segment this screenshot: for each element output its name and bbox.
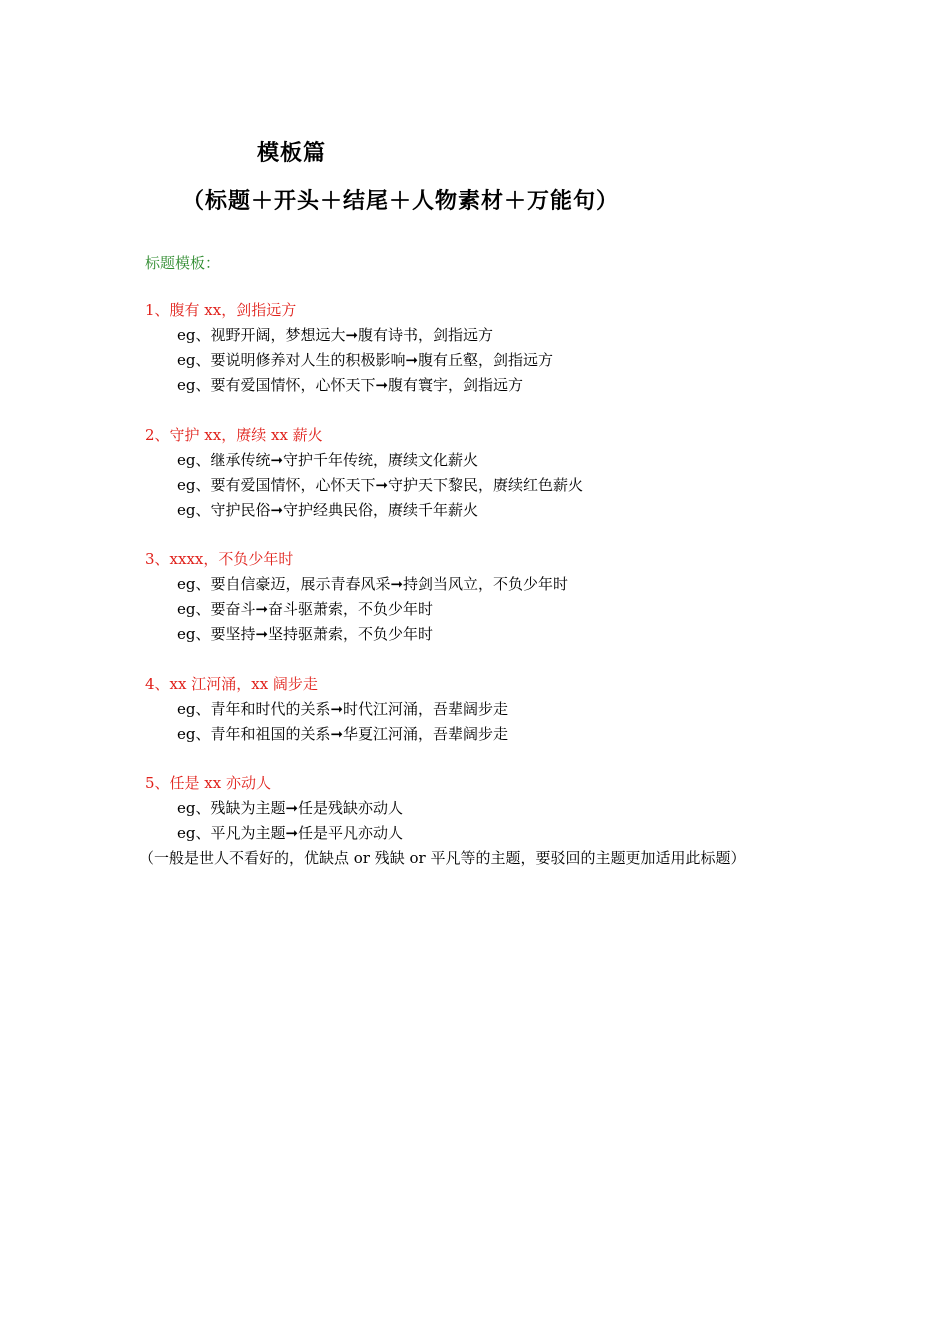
example-line: eg、要奋斗➞奋斗驱萧索，不负少年时 — [177, 600, 434, 618]
example-line: eg、青年和祖国的关系➞华夏江河涌，吾辈阔步走 — [177, 725, 509, 743]
example-line: eg、守护民俗➞守护经典民俗，赓续千年薪火 — [177, 501, 479, 519]
example-line: eg、残缺为主题➞任是残缺亦动人 — [177, 799, 404, 817]
page-title: 模板篇 — [257, 140, 327, 166]
example-line: eg、视野开阔，梦想远大➞腹有诗书，剑指远方 — [177, 326, 494, 344]
template-group-1 — [145, 298, 825, 398]
page-subtitle: （标题＋开头＋结尾＋人物素材＋万能句） — [182, 188, 620, 214]
template-group-3 — [145, 547, 825, 647]
template-heading: 2、守护 xx，赓续 xx 薪火 — [145, 426, 323, 444]
example-line: eg、要坚持➞坚持驱萧索，不负少年时 — [177, 625, 434, 643]
template-group-2 — [145, 423, 825, 523]
section-label-title-templates: 标题模板： — [145, 254, 221, 272]
example-line: eg、青年和时代的关系➞时代江河涌，吾辈阔步走 — [177, 700, 509, 718]
template-heading: 4、xx 江河涌，xx 阔步走 — [145, 675, 318, 693]
template-heading: 5、任是 xx 亦动人 — [145, 774, 271, 792]
usage-note: （一般是世人不看好的，优缺点 or 残缺 or 平凡等的主题，要驳回的主题更加适用此标题） — [139, 849, 746, 867]
example-line: eg、要有爱国情怀，心怀天下➞腹有寰宇，剑指远方 — [177, 376, 524, 394]
example-line: eg、要有爱国情怀，心怀天下➞守护天下黎民，赓续红色薪火 — [177, 476, 584, 494]
example-line: eg、要说明修养对人生的积极影响➞腹有丘壑，剑指远方 — [177, 351, 554, 369]
example-line: eg、继承传统➞守护千年传统，赓续文化薪火 — [177, 451, 479, 469]
example-line: eg、要自信豪迈，展示青春风采➞持剑当风立，不负少年时 — [177, 575, 569, 593]
template-heading: 3、xxxx，不负少年时 — [145, 550, 294, 568]
template-group-5 — [139, 771, 825, 871]
example-line: eg、平凡为主题➞任是平凡亦动人 — [177, 824, 404, 842]
template-heading: 1、腹有 xx，剑指远方 — [145, 301, 297, 319]
template-group-4 — [145, 672, 825, 747]
